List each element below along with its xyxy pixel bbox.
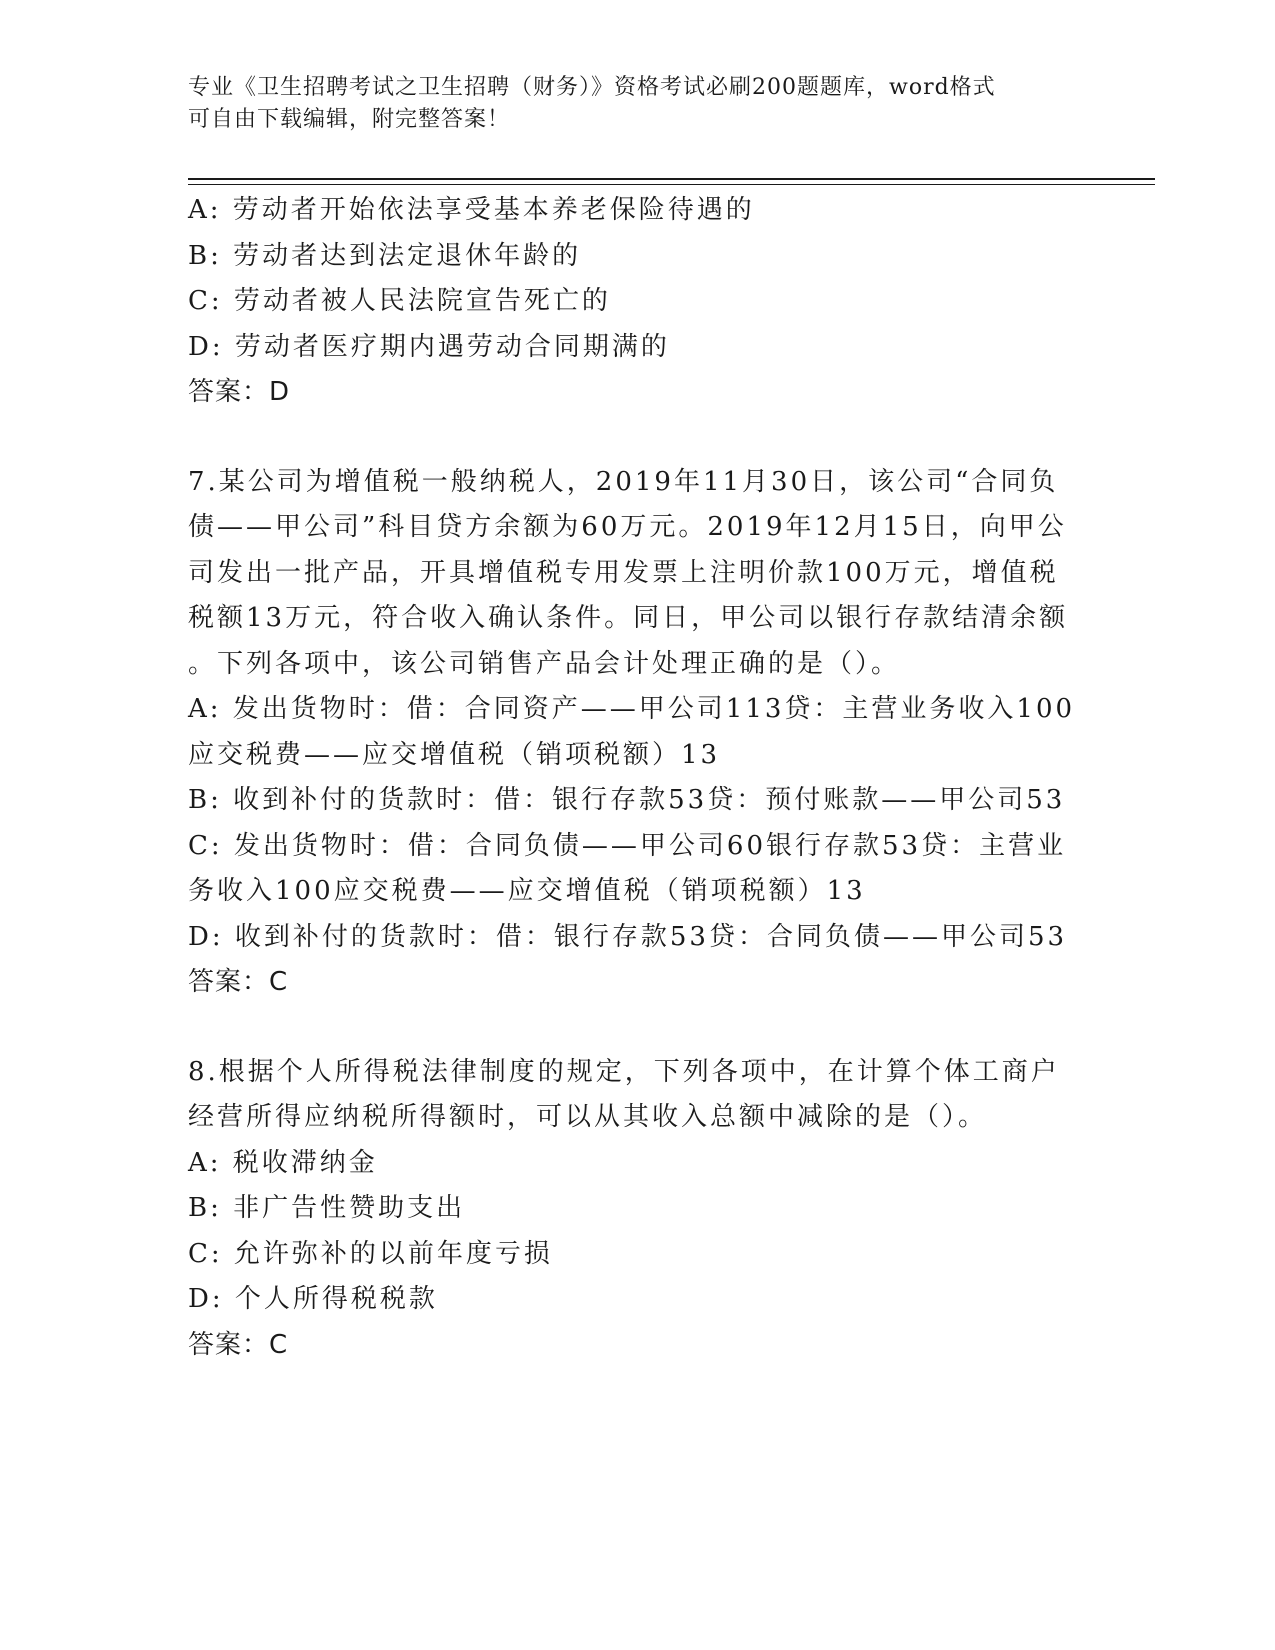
answer: 答案：C: [188, 967, 289, 997]
option-a: A: 劳动者开始依法享受基本养老保险待遇的: [188, 195, 755, 225]
question-stem-line: 债——甲公司”科目贷方余额为60万元。2019年12月15日，向甲公: [188, 512, 1067, 542]
option-c: C: 允许弥补的以前年度亏损: [188, 1238, 553, 1269]
spacer: [188, 416, 1083, 460]
option-b: B: 劳动者达到法定退休年龄的: [188, 240, 582, 271]
question-stem-line: 。下列各项中，该公司销售产品会计处理正确的是（）。: [188, 648, 901, 679]
header-divider-thick: [188, 178, 1155, 180]
header-line-2: 可自由下载编辑，附完整答案！: [188, 107, 511, 132]
option-d: D: 收到补付的货款时：借：银行存款53贷：合同负债——甲公司53: [188, 921, 1068, 952]
answer: 答案：D: [188, 377, 291, 407]
spacer: [188, 1006, 1083, 1050]
document-header: [188, 72, 1088, 136]
option-a: A: 税收滞纳金: [188, 1147, 378, 1178]
option-c-continued: 务收入100应交税费——应交增值税（销项税额）13: [188, 876, 866, 906]
question-stem-line: 税额13万元，符合收入确认条件。同日，甲公司以银行存款结清余额: [188, 603, 1069, 633]
question-8: [188, 1050, 1083, 1369]
option-b: B: 非广告性赞助支出: [188, 1193, 466, 1223]
question-7: [188, 460, 1083, 1006]
option-c: C: 劳动者被人民法院宣告死亡的: [188, 286, 611, 316]
option-c: C: 发出货物时：借：合同负债——甲公司60银行存款53贷：主营业: [188, 830, 1067, 861]
option-a: A: 发出货物时：借：合同资产——甲公司113贷：主营业务收入100: [188, 694, 1076, 724]
option-d: D: 个人所得税税款: [188, 1284, 438, 1314]
question-stem-line: 7.某公司为增值税一般纳税人，2019年11月30日，该公司“合同负: [188, 466, 1059, 497]
question-6: [188, 188, 1083, 416]
option-d: D: 劳动者医疗期内遇劳动合同期满的: [188, 331, 670, 362]
option-a-continued: 应交税费——应交增值税（销项税额）13: [188, 739, 721, 770]
document-body: [188, 188, 1083, 1368]
header-divider-thin: [188, 184, 1155, 185]
answer: 答案：C: [188, 1329, 289, 1360]
question-stem-line: 司发出一批产品，开具增值税专用发票上注明价款100万元，增值税: [188, 557, 1059, 588]
question-stem-line: 经营所得应纳税所得额时，可以从其收入总额中减除的是（）。: [188, 1102, 988, 1132]
header-line-1: 专业《卫生招聘考试之卫生招聘（财务）》资格考试必刷200题题库，word格式: [188, 75, 996, 100]
option-b: B: 收到补付的货款时：借：银行存款53贷：预付账款——甲公司53: [188, 785, 1066, 815]
question-stem-line: 8.根据个人所得税法律制度的规定，下列各项中，在计算个体工商户: [188, 1056, 1060, 1087]
